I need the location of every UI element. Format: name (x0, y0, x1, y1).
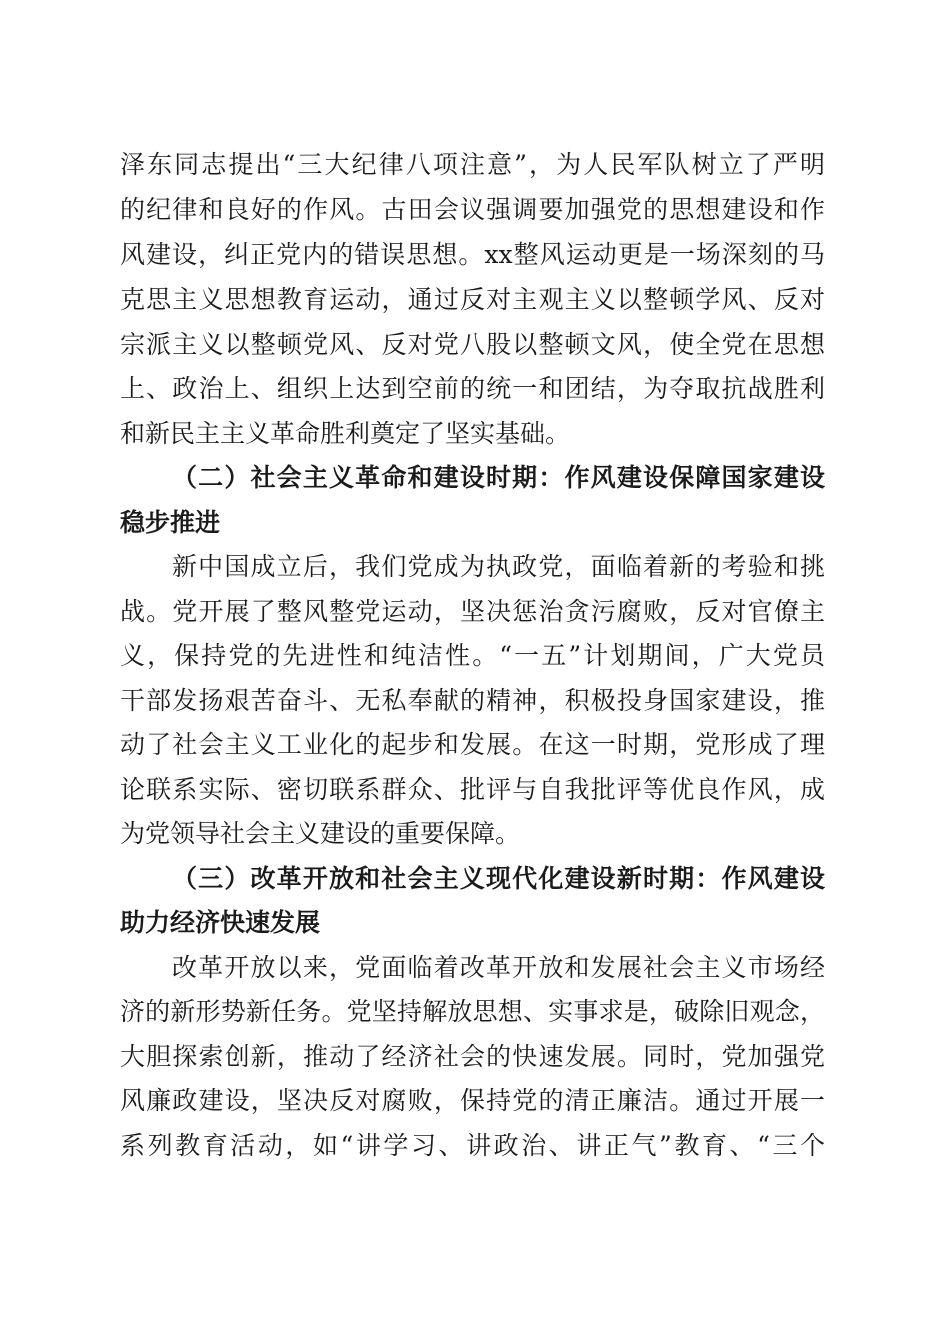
paragraph-line: 系列教育活动，如“讲学习、讲政治、讲正气”教育、“三个 (120, 1131, 825, 1160)
paragraph-line: 上、政治上、组织上达到空前的统一和团结，为夺取抗战胜利 (120, 374, 825, 403)
paragraph-line: 义，保持党的先进性和纯洁性。“一五”计划期间，广大党员 (120, 641, 825, 670)
paragraph-line: 大胆探索创新，推动了经济社会的快速发展。同时，党加强党 (120, 1042, 825, 1071)
section-heading-2-continued: 稳步推进 (120, 508, 221, 537)
paragraph-line: 的纪律和良好的作风。古田会议强调要加强党的思想建设和作 (120, 195, 825, 224)
paragraph-line: 论联系实际、密切联系群众、批评与自我批评等优良作风，成 (120, 775, 825, 804)
paragraph-line: 克思主义思想教育运动，通过反对主观主义以整顿学风、反对 (120, 285, 825, 314)
section-heading-3: （三）改革开放和社会主义现代化建设新时期：作风建设 (172, 864, 825, 893)
paragraph-line: 风廉政建设，坚决反对腐败，保持党的清正廉洁。通过开展一 (120, 1086, 825, 1115)
section-heading-2: （二）社会主义革命和建设时期：作风建设保障国家建设 (172, 463, 825, 492)
paragraph-line: 战。党开展了整风整党运动，坚决惩治贪污腐败，反对官僚主 (120, 597, 825, 626)
paragraph-line: 泽东同志提出“三大纪律八项注意”，为人民军队树立了严明 (120, 150, 825, 179)
section-heading-3-continued: 助力经济快速发展 (120, 908, 321, 937)
paragraph-line: 新中国成立后，我们党成为执政党，面临着新的考验和挑 (172, 552, 825, 581)
paragraph-line: 风建设，纠正党内的错误思想。xx整风运动更是一场深刻的马 (120, 240, 825, 269)
paragraph-line: 改革开放以来，党面临着改革开放和发展社会主义市场经 (172, 953, 825, 982)
paragraph-line: 为党领导社会主义建设的重要保障。 (120, 819, 521, 848)
paragraph-line: 济的新形势新任务。党坚持解放思想、实事求是，破除旧观念， (120, 997, 825, 1026)
paragraph-line: 和新民主主义革命胜利奠定了坚实基础。 (120, 419, 571, 448)
paragraph-line: 宗派主义以整顿党风、反对党八股以整顿文风，使全党在思想 (120, 330, 825, 359)
paragraph-line: 动了社会主义工业化的起步和发展。在这一时期，党形成了理 (120, 730, 825, 759)
paragraph-line: 干部发扬艰苦奋斗、无私奉献的精神，积极投身国家建设，推 (120, 686, 825, 715)
